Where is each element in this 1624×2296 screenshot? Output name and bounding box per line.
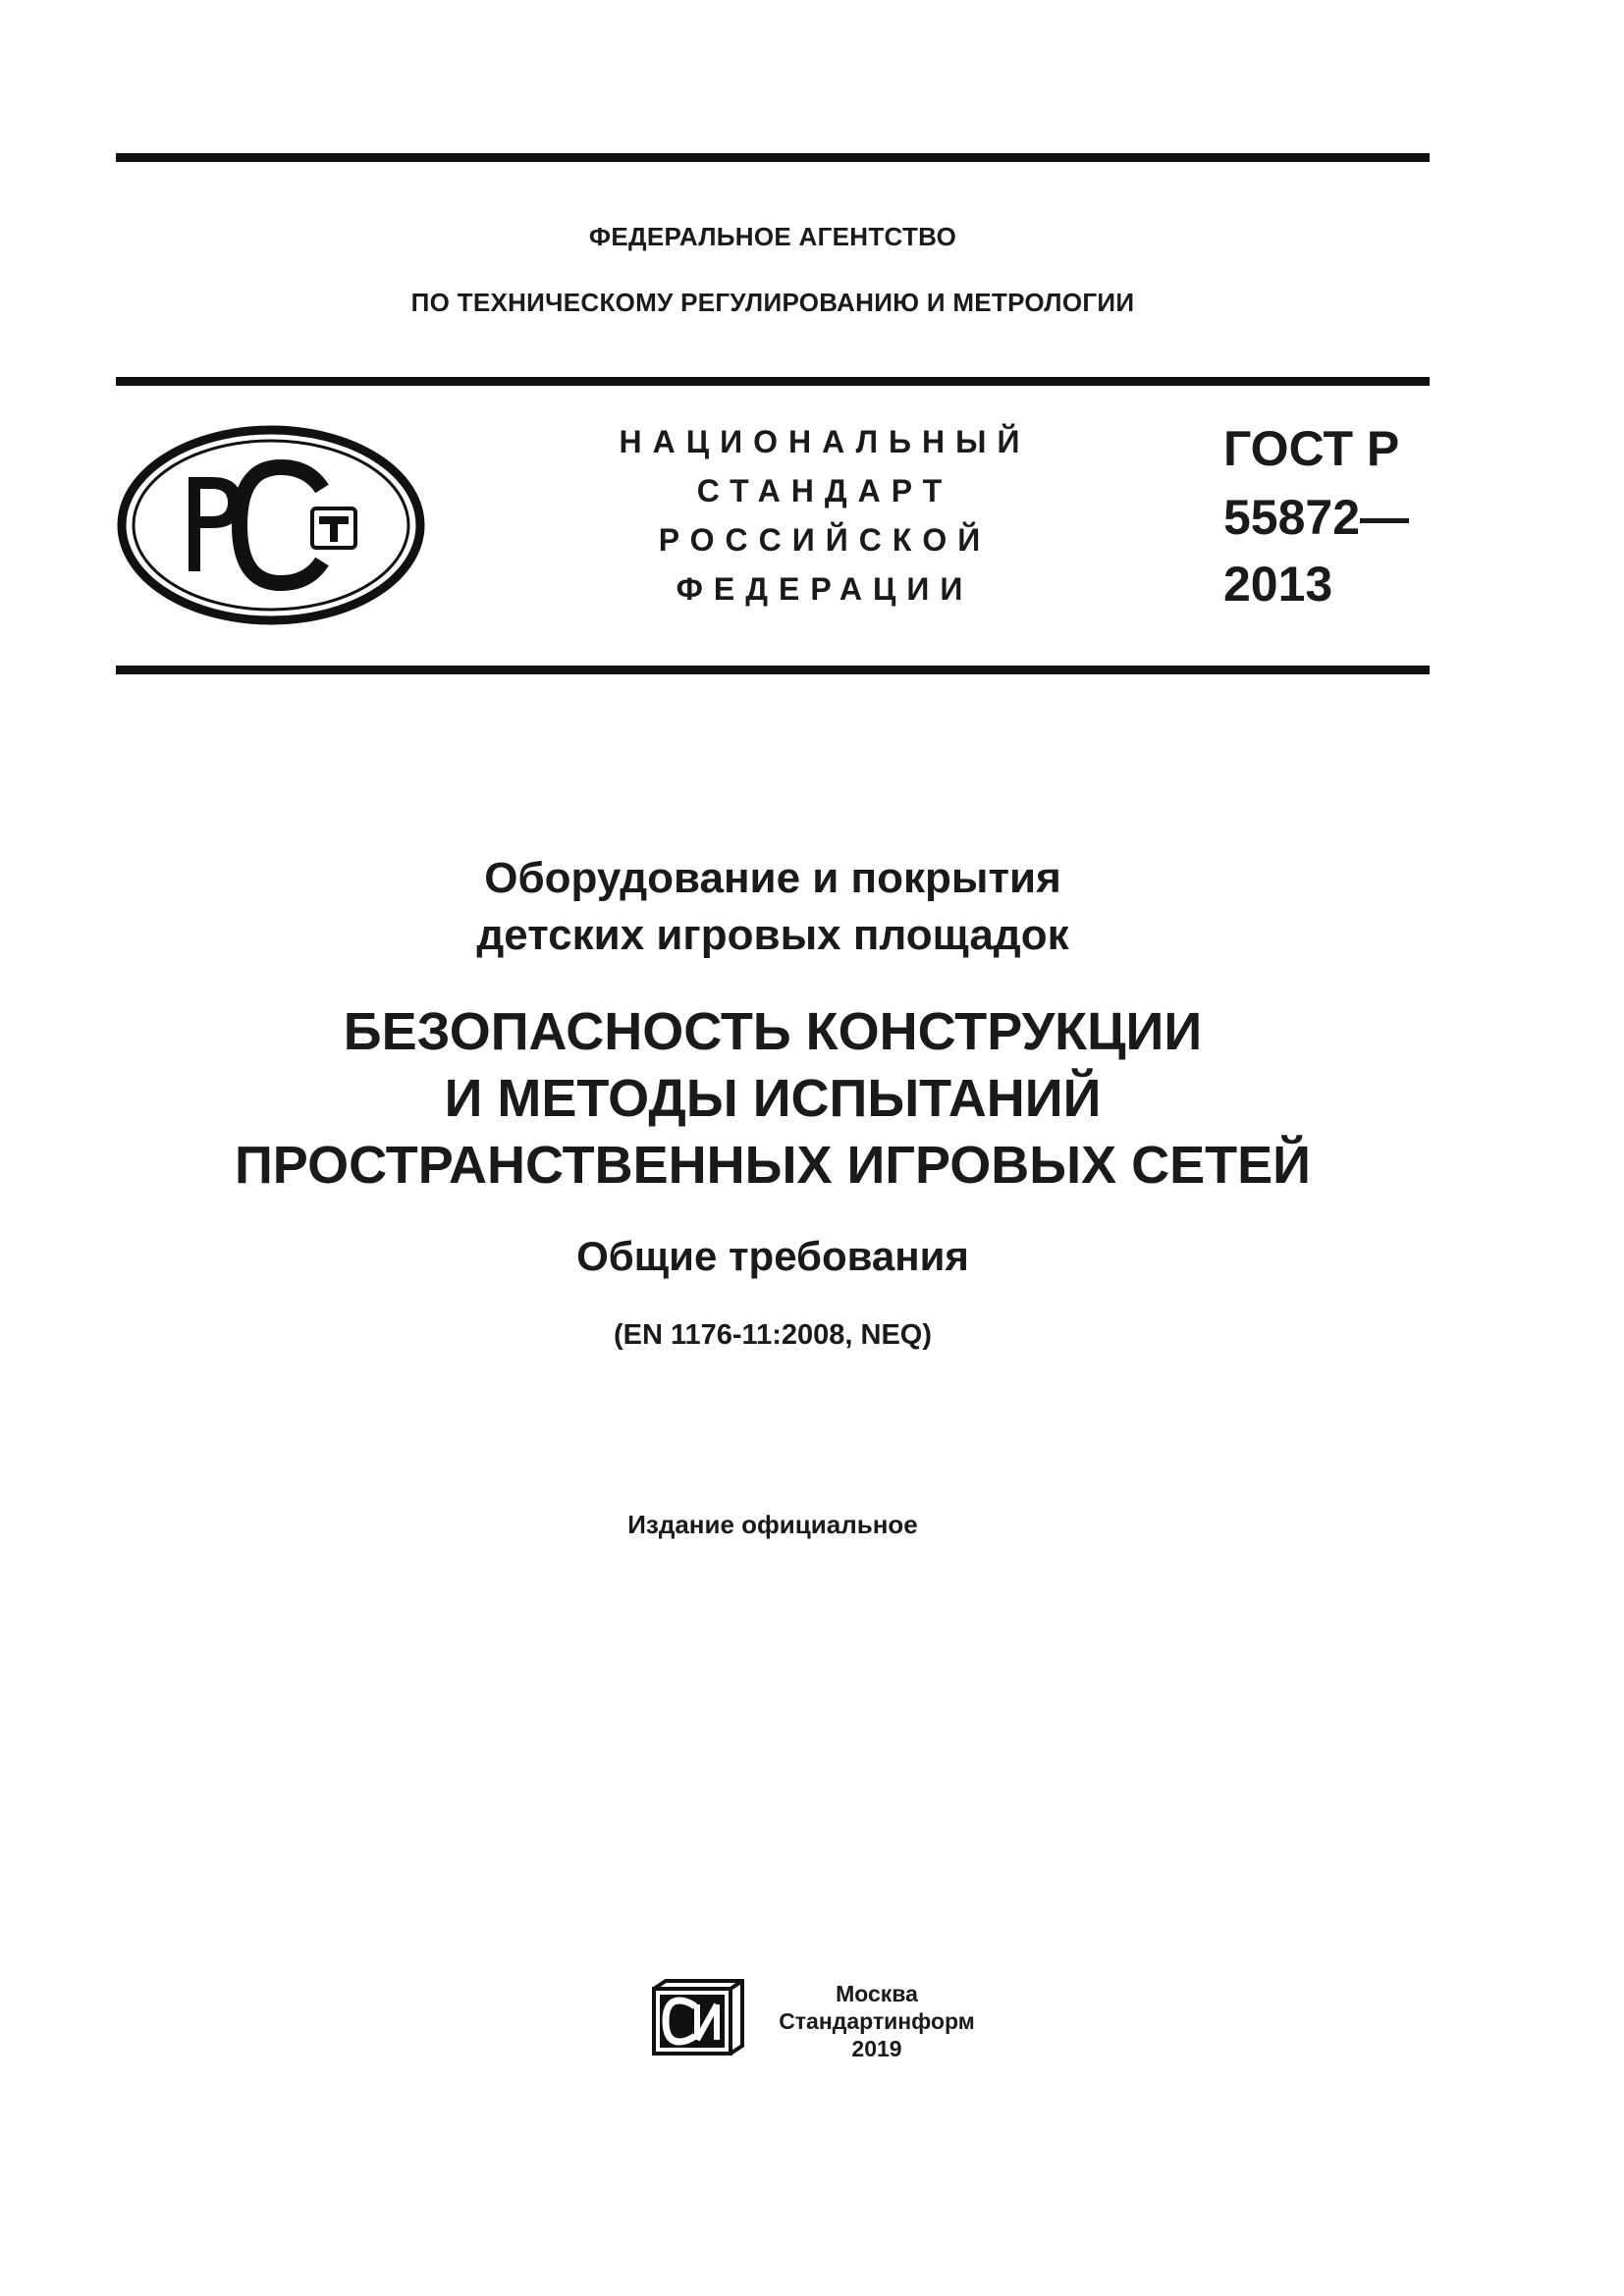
gost-designation-line3: 2013 xyxy=(1223,557,1333,612)
standartinform-logo-icon xyxy=(652,1979,746,2057)
agency-name-line2: ПО ТЕХНИЧЕСКОМУ РЕГУЛИРОВАНИЮ И МЕТРОЛОГИИ xyxy=(410,288,1135,317)
top-rule xyxy=(116,153,1430,162)
standard-block-top-rule xyxy=(116,377,1430,386)
standard-type-line1: НАЦИОНАЛЬНЫЙ xyxy=(619,424,1031,459)
publisher-city: Москва xyxy=(836,1981,918,2006)
general-requirements: Общие требования xyxy=(576,1233,969,1279)
main-title-line1: БЕЗОПАСНОСТЬ КОНСТРУКЦИИ xyxy=(343,1002,1203,1061)
main-title-line2: И МЕТОДЫ ИСПЫТАНИЙ xyxy=(444,1069,1102,1128)
subtitle-line1: Оборудование и покрытия xyxy=(484,854,1061,902)
standard-type-line3: РОССИЙСКОЙ xyxy=(658,522,992,558)
publisher-year: 2019 xyxy=(851,2036,902,2061)
edition-label: Издание официальное xyxy=(627,1510,918,1539)
subtitle-line2: детских игровых площадок xyxy=(476,911,1069,959)
gost-designation-line2: 55872— xyxy=(1223,490,1410,545)
standard-type-line4: ФЕДЕРАЦИИ xyxy=(676,571,974,607)
standard-block-bottom-rule xyxy=(116,666,1430,674)
main-title-line3: ПРОСТРАНСТВЕННЫХ ИГРОВЫХ СЕТЕЙ xyxy=(234,1136,1311,1195)
gost-designation-line1: ГОСТ Р xyxy=(1223,421,1400,476)
rst-certification-mark-icon xyxy=(116,424,426,626)
standard-type-line2: СТАНДАРТ xyxy=(696,473,953,508)
agency-name-line1: ФЕДЕРАЛЬНОЕ АГЕНТСТВО xyxy=(588,222,957,251)
standard-reference: (EN 1176-11:2008, NEQ) xyxy=(613,1319,932,1351)
publisher-name: Стандартинформ xyxy=(779,2008,975,2034)
